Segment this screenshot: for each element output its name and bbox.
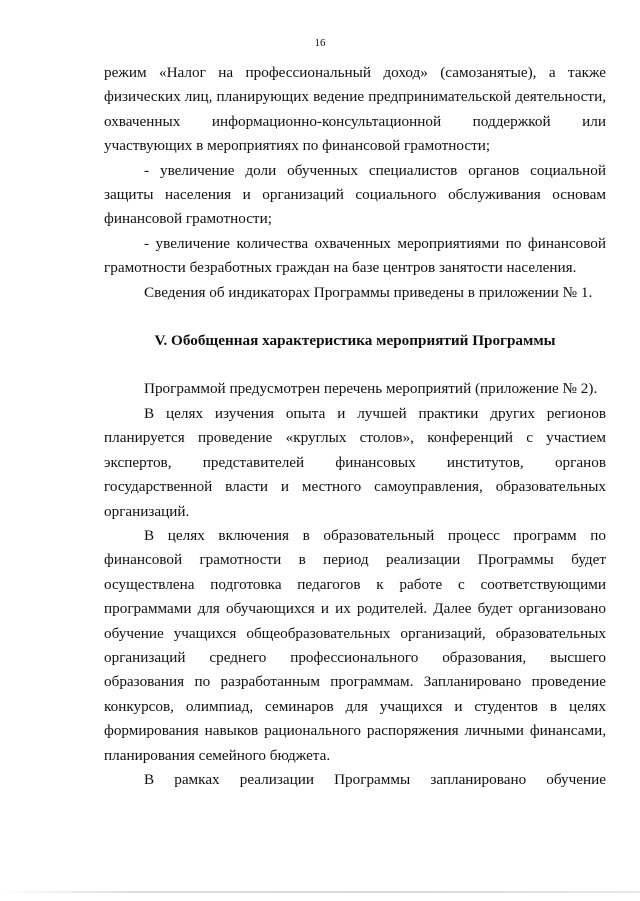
scan-edge-line (0, 891, 640, 893)
section-heading: V. Обобщенная характеристика мероприятий Программы (154, 332, 556, 350)
list-item-unemployed: - увеличение количества охваченных мероприятиями по финансовой грамотности безработных граждан на базе центров занятости населения. (104, 234, 606, 277)
paragraph-continuation: режим «Налог на профессиональный доход» (самозанятые), а также физических лиц, планирующих ведение предпринимательской деятельности, охваченных информационно-консультационной поддержкой или участвующих в мероприятиях по финансовой грамотности; (104, 64, 606, 155)
page-body (104, 61, 606, 792)
paragraph-round-tables: В целях изучения опыта и лучшей практики других регионов планируется проведение «круглых столов», конференций с участием экспертов, представителей финансовых институтов, органов государственной власти и местного самоуправления, образовательных организаций. (104, 404, 606, 520)
paragraph-training-start: В рамках реализации Программы запланировано обучение (144, 770, 606, 788)
spacer (104, 305, 606, 329)
page-number: 16 (314, 37, 326, 49)
spacer (104, 353, 606, 377)
list-item-specialists: - увеличение доли обученных специалистов органов социальной защиты населения и организаций социального обслуживания основам финансовой грамотности; (104, 161, 606, 228)
paragraph-indicators-reference: Сведения об индикаторах Программы приведены в приложении № 1. (144, 283, 593, 301)
paragraph-education: В целях включения в образовательный процесс программ по финансовой грамотности в период реализации Программы будет осуществлена подготовка педагогов к работе с соответствующими программами для обучающихся и их родителей. Далее будет организовано обучение учащихся общеобразовательных организаций, образовательных организаций среднего профессионального образования, высшего образования по разработанным программам. Запланировано проведение конкурсов, олимпиад, семинаров для учащихся и студентов в целях формирования навыков рационального распоряжения личными финансами, планирования семейного бюджета. (104, 526, 606, 764)
paragraph-events-list: Программой предусмотрен перечень мероприятий (приложение № 2). (144, 380, 598, 398)
